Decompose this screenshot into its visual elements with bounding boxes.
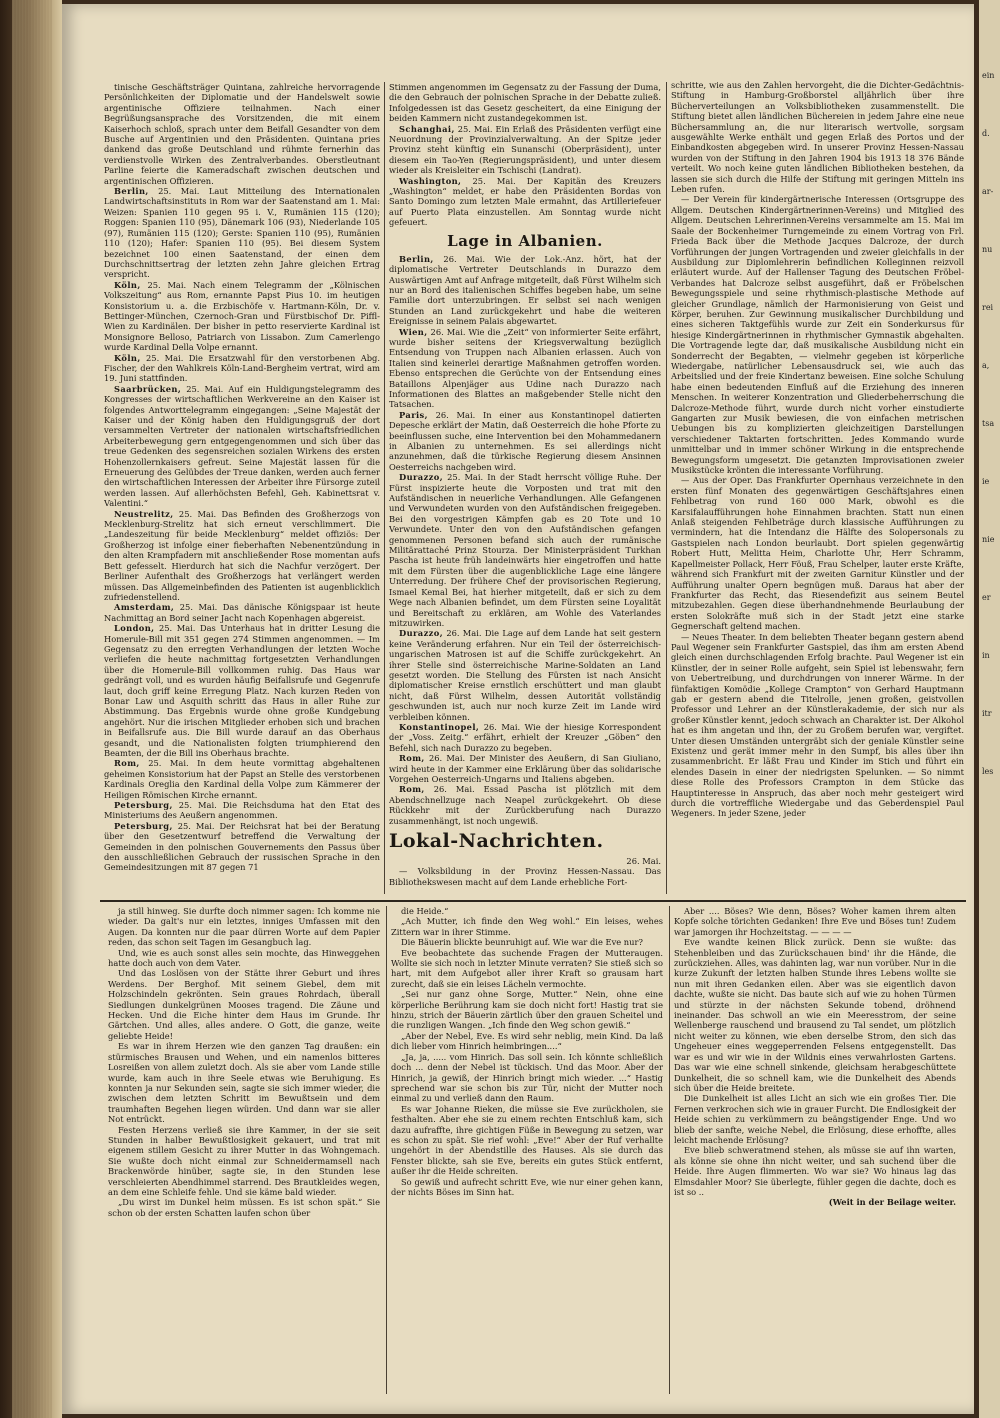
top-column-3: [671, 80, 964, 896]
dateline: Konstantinopel,: [399, 721, 480, 732]
novel-column-1: [108, 906, 380, 1396]
dateline: Berlin,: [399, 253, 434, 264]
news-text: schritte, wie aus den Zahlen hervorgeht, die die Dichter-Gedächtnis-Stiftung in Hamburg-Großborstel alljährlich über ihre Bücherverteilungen an Volksbibliotheken zusammenstellt. Die Stiftung bietet allen ländlichen Büchereien in jedem Jahre eine neue Büchersammlung an, die nur literarisch wertvolle, sorgsam ausgewählte Werke enthält und gegen Erlaß des Portos und der Einbandkosten abgegeben wird. In unserer Provinz Hessen-Nassau wurden von der Stiftung in den Jahren 1904 bis 1913 18 376 Bände verteilt. Wo noch keine guten ländlichen Bibliotheken bestehen, da lassen sie sich durch die Hilfe der Stiftung mit geringen Mitteln ins Leben rufen.: [671, 80, 964, 195]
novel-paragraph: Eve wandte keinen Blick zurück. Denn sie wußte: das Stehenbleiben und das Zurückschauen bind' ihr die Hände, die zurückziehen. Alles, was dahinten lag, war nun vorüber. Nur in die kurze Zukunft der letzten halben Stunde ihres Lebens wollte sie nun mit ihren Gedanken eilen. Aber was sie eigentlich davon dachte, wußte sie nicht. Das baute sich auf wie zu hohen Türmen und stürzte in der nächsten Sekunde tobend, dröhnend ineinander. Das schwoll an wie ein Meeresstrom, der seine Wellenberge rauschend und brausend zu Tal sendet, um plötzlich nicht weiter zu können, wie eben derselbe Strom, den sich das Ungeheuer eines weggeperrenden Felsens entgegenstellt. Das war es und wir wie in der Wildnis eines verwahrlosten Gartens. Das war wie eine schnell sinkende, gleichsam herabgeschüttete Dunkelheit, die so schnell kam, wie die Dunkelheit des Abends sich über die Heide breitete.: [674, 937, 956, 1093]
lokal-date: 26. Mai.: [626, 856, 661, 867]
novel-paragraph: „Du wirst im Dunkel heim müssen. Es ist schon spät.“ Sie schon ob der ersten Schatten laufen schon über: [108, 1197, 380, 1218]
novel-column-3: [674, 906, 956, 1396]
novel-paragraph: Und, wie es auch sonst alles sein mochte, das Hinweggehen hatte doch auch von dem Vater.: [108, 947, 380, 969]
facing-page-fragment: nu: [982, 245, 993, 254]
news-paragraph: [389, 784, 661, 826]
dateline: Paris,: [399, 409, 428, 420]
novel-paragraph: Aber .... Böses? Wie denn, Böses? Woher kamen ihrem alten Kopfe solche törichten Gedanken! Ihre Eve und Böses tun! Zudem war jamorgen ihr Hochzeitstag. — — — —: [674, 906, 956, 937]
novel-paragraph: „Ja, ja, ..... vom Hinrich. Das soll sein. Ich könnte schließlich doch ... denn der Nebel ist tückisch. Und das Moor. Aber der Hinrich, ja gewiß, der Hinrich bringt mich wieder. ...“ Hastig sprechend war sie schon bis zur Tür, nicht der Mutter noch einmal zu und verließ dann den Raum.: [391, 1051, 663, 1104]
dateline: Saarbrücken,: [114, 383, 182, 394]
news-text: 25. Mai. Auf ein Huldigungstelegramm des Kongresses der wirtschaftlichen Werkvereine an den Kaiser ist folgendes Antworttelegramm eingegangen: „Seine Majestät der Kaiser und der König haben den Huldigungsgruß der dort versammelten Vertreter der nationalen wirtschaftsfriedlichen Arbeiterbewegung gern entgegengenommen und sich über das treue Gedenken des segensreichen sozialen Wirkens des ersten Hohenzollernkaisers gefreut. Seine Majestät lassen für die Erneuerung des Gelübdes der Treue danken, werden auch ferner den wirtschaftlichen Interessen der Arbeiter ihre Fürsorge zuteil werden lassen. Auf allerhöchsten Befehl, Geh. Kabinettsrat v. Valentini.“: [104, 383, 380, 509]
news-text: 26. Mai. In einer aus Konstantinopel datierten Depesche erklärt der Matin, daß Oesterreich die hohe Pforte zu beeinflussen suche, eine Intervention bei den Mohammedanern in Albanien zu unternehmen. Es sei allerdings nicht anzunehmen, daß die türkische Regierung diesem Ansinnen Oesterreichs nachgeben wird.: [389, 409, 661, 472]
news-paragraph: [104, 280, 380, 353]
news-text: — Der Verein für kindergärtnerische Interessen (Ortsgruppe des Allgem. Deutschen Kindergärtnerinnen-Vereins) und Mitglied des Allgem. Deutschen Lehrerinnen-Vereins versammelte am 15. Mai im Saale der Bockenheimer Turngemeinde zu einem Vortrag von Frl. Frieda Back über die Methode Jacques Dalcroze, der durch Vorführungen der jungen Vortragenden und zweier gleichfalls in der Ausbildung zur Diplomlehrerin befindlichen Kolleginnen reizvoll erläutert wurde. Auf der Hallenser Tagung des Deutschen Fröbel-Verbandes hat Dalcroze selbst ausgeführt, daß er Fröbelschen Bewegungsspiele und seine rhythmisch-plastische Methode auf gleicher Grundlage, nämlich der Harmonisierung von Geist und Körper, beruhen. Zur Gewinnung musikalischer Durchbildung und eines sicheren Taktgefühls wurde zur Zeit ein Sonderkursus für hiesige Kindergärtnerinnen in rhythmischer Gymnastik abgehalten. Die Vortragende legte dar, daß musikalische Ausbildung nicht ein Sonderrecht der Begabten, — vielmehr gegeben ist körperliche Wiedergabe, natürlicher Lebensausdruck sei, wie auch das Arbeitslied und der freie Kindertanz beweisen. Eine solche Schulung habe einen bedeutenden Einfluß auf die Erziehung des inneren Menschen. In weiterer Konzentration und Gliederbeherrschung die Dalcroze-Methode führt, wurde durch nicht vorher einstudierte Gangarten zur Musik bewiesen, die von einfachen metrischen Uebungen bis zu komplizierten gleichzeitigen Darstellungen verschiedener Taktarten fortschritten. Jedes Kommando wurde unmittelbar und in immer schöner Wirkung in die entsprechende Bewegungsform umgesetzt. Die getanzten Improvisationen zweier Musikstücke krönten die interessante Vorführung.: [671, 194, 964, 476]
news-text: 25. Mai. Nach einem Telegramm der „Kölnischen Volkszeitung“ aus Rom, ernannte Papst Pius 10. im heutigen Konsistorium u. a. die Erzbischöfe v. Hartmann-Köln, Dr. v. Bettinger-München, Czernoch-Gran und Fürstbischof Dr. Piffl-Wien zu Kardinälen. Der bisher in petto reservierte Kardinal ist Monsignore Belloso, Patriarch von Lissabon. Zum Camerlengo wurde Kardinal Della Volpe ernannt.: [104, 279, 380, 353]
news-text: 26. Mai. Die Lage auf dem Lande hat seit gestern keine Veränderung erfahren. Nur ein Teil der österreichisch-ungarischen Matrosen ist auf die Schiffe zurückgekehrt. An ihrer Stelle sind österreichische Marine-Soldaten an Land gesetzt worden. Die Stellung des Fürsten ist nach Ansicht diplomatischer Kreise ernstlich erschüttert und man glaubt nicht, daß Fürst Wilhelm, dessen Autorität vollständig geschwunden ist, auch nur noch kurze Zeit im Lande wird verbleiben können.: [389, 628, 661, 722]
news-text: 25. Mai. Das dänische Königspaar ist heute Nachmittag an Bord seiner Jacht nach Kopenhagen abgereist.: [104, 602, 380, 623]
news-paragraph: [389, 124, 661, 176]
dateline: Rom,: [399, 753, 425, 764]
news-paragraph: — Volksbildung in der Provinz Hessen-Nassau. Das Bibliothekswesen macht auf dem Lande erhebliche Fort-: [389, 866, 661, 887]
facing-page-fragment: a,: [982, 361, 990, 370]
news-text: — Neues Theater. In dem beliebten Theater begann gestern abend Paul Wegener sein Frankfurter Gastspiel, das ihm am ersten Abend gleich einen durchschlagenden Erfolg brachte. Paul Wegener ist ein Künstler, der in seiner Rolle aufgeht, sein Spiel ist lebenswahr, fern von Uebertreibung, und durchdrungen von innerer Wärme. In der fünfaktigen Komödie „Kollege Crampton“ von Gerhard Hauptmann gab er gestern abend die Titelrolle, jenen großen, geistvollen Professor und Lehrer an der Künstlerakademie, der sich nur als großer Künstler kennt, jedoch schwach an Charakter ist. Der Alkohol hat es ihm angetan und ihn, der zu Großem berufen war, vergiftet. Unter diesen Umständen untergräbt sich der geniale Künstler seine Existenz und gerät immer mehr in den Sumpf, bis alles über ihn zusammenbricht. Er läßt Frau und Kinder im Stich und führt ein elendes Dasein in einer der niedrigsten Spelunken. — So nimmt diese Rolle des Professors Crampton in dem Stücke das Hauptinteresse in Anspruch, das aber noch mehr gesteigert wird durch die vortreffliche Wiedergabe und das Geberdenspiel Paul Wegeners. In jeder Szene, jeder: [671, 631, 964, 819]
news-text: 25. Mai. Das Unterhaus hat in dritter Lesung die Homerule-Bill mit 351 gegen 274 Stimmen angenommen. — Im Gegensatz zu den erregten Verhandlungen der letzten Woche verliefen die heute nachmittag fortgesetzten Verhandlungen über die Homerule-Bill vollkommen ruhig. Das Haus war gedrängt voll, und es wurden häufig Beifallsrufe und Gegenrufe laut, doch griff keine Erregung Platz. Nach kurzen Reden von Bonar Law und Asquith schritt das Haus in aller Ruhe zur Abstimmung. Das Ergebnis wurde ohne große Kundgebung angehört. Nur die irischen Mitglieder erhoben sich und brachen in Beifallsrufe aus. Die Bill wurde darauf an das Oberhaus gesandt, und die Nationalisten folgten triumphierend den Beamten, der die Bill ins Oberhaus brachte.: [104, 623, 380, 758]
news-text: — Aus der Oper. Das Frankfurter Opernhaus verzeichnete in den ersten fünf Monaten des gegenwärtigen Geschäftsjahres einen Fehlbetrag von rund 160 000 Mark, obwohl es die Karsifalaufführungen hohe Einnahmen brachten. Statt nun einen Anlaß steigenden Fehlbeträge durch klassische Aufführungen zu vermindern, hat die Intendanz die Hälfte des Solopersonals zu Gastspielen nach London beurlaubt. Dort spielen gegenwärtig Robert Hutt, Melitta Heim, Charlotte Uhr, Herr Schramm, Kapellmeister Pollack, Herr Föuß, Frau Schelper, lauter erste Kräfte, während sich Frankfurt mit der zweiten Garnitur Künstler und der Aufführung unalter Opern begnügen muß. Daraus hat aber der Frankfurter das Recht, das Riesendefizit aus seinem Beutel mitzubezahlen. Gegen diese überhandnehmende Beurlaubung der ersten Solokräfte muß sich in der Stadt jetzt eine starke Gegnerschaft geltend machen.: [671, 475, 964, 632]
facing-page-fragment: itr: [982, 709, 992, 718]
facing-page-fragment: er: [982, 593, 991, 602]
book-binding: [0, 0, 62, 1418]
facing-page-fragment: nie: [982, 535, 995, 544]
facing-page-strip: [974, 0, 1000, 1418]
dateline: Durazzo,: [399, 628, 444, 639]
facing-page-fragment: ie: [982, 477, 990, 486]
news-text: 25. Mai. Ein Erlaß des Präsidenten verfügt eine Neuordnung der Provinzialverwaltung. An der Spitze jeder Provinz steht künftig ein Sunanschi (Oberpräsident), unter diesem ein Tao-Yen (Regierungspräsident), und unter diesem wieder als Kreisleiter ein Tschischi (Landrat).: [389, 123, 661, 176]
column-rule-3: [386, 906, 387, 1394]
news-paragraph: [671, 632, 964, 819]
facing-page-fragment: les: [982, 767, 994, 776]
novel-paragraph: „Sei nur ganz ohne Sorge, Mutter.“ Nein, ohne eine körperliche Berührung kam sie doch nicht fort! Hastig trat sie hinzu, strich der Bäuerin zärtlich über den grauen Scheitel und die runzligen Wangen. „Ich finde den Weg schon gewiß.“: [391, 989, 663, 1031]
news-paragraph: [389, 254, 661, 327]
news-text: 26. Mai. Wie der Lok.-Anz. hört, hat der diplomatische Vertreter Deutschlands in Durazzo dem Auswärtigen Amt auf Anfrage mitgeteilt, daß Fürst Wilhelm sich nur an Bord des italienischen Schiffes begeben habe, um seine Familie dort unterzubringen. Er selbst sei nach wenigen Stunden an Land zurückgekehrt und habe die weiteren Ereignisse in seinem Palais abgewartet.: [389, 253, 661, 327]
dateline: Köln,: [114, 352, 141, 363]
facing-page-fragment: in: [982, 651, 990, 660]
top-column-2: [389, 82, 661, 896]
top-column-1: [104, 82, 380, 896]
news-paragraph: [389, 410, 661, 472]
news-paragraph: [389, 753, 661, 784]
column-rule-4: [669, 906, 670, 1394]
novel-column-2: [391, 906, 663, 1396]
news-text: 25. Mai. Die Ersatzwahl für den verstorbenen Abg. Fischer, der den Wahlkreis Köln-Land-Bergheim vertrat, wird am 19. Juni stattfinden.: [104, 352, 380, 384]
novel-paragraph: ja still hinweg. Sie durfte doch nimmer sagen: Ich komme nie wieder. Da galt's nur ein letztes, inniges Umfassen mit den Augen. Da konnten nur die paar dürren Worte auf dem Papier reden, das schon seit Tagen im Gesangbuch lag.: [108, 906, 380, 948]
facing-page-fragment: d.: [982, 129, 990, 138]
news-paragraph: [671, 475, 964, 631]
dateline: Köln,: [114, 279, 141, 290]
news-text: 25. Mai. In dem heute vormittag abgehaltenen geheimen Konsistorium hat der Papst an Stelle des verstorbenen Kardinals Oreglia den Kardinal della Volpe zum Kämmerer der Heiligen Römischen Kirche ernannt.: [104, 758, 380, 800]
news-paragraph: [389, 472, 661, 628]
dateline: Durazzo,: [399, 472, 444, 483]
column-rule-2: [666, 82, 667, 894]
page-edges: [12, 0, 52, 1418]
continuation-note: (Weit in der Beilage weiter.: [828, 1197, 956, 1208]
facing-page-fragment: tsa: [982, 419, 995, 428]
novel-paragraph: „Ach Mutter, ich finde den Weg wohl.“ Ein leises, wehes Zittern war in ihrer Stimme.: [391, 916, 663, 937]
dateline: Washington,: [399, 175, 462, 186]
dateline: London,: [114, 623, 155, 634]
dateline: Schanghai,: [399, 123, 455, 134]
news-paragraph: [389, 176, 661, 228]
section-heading-lokal: Lokal-Nachrichten.: [389, 830, 604, 853]
dateline: Berlin,: [114, 186, 149, 197]
news-paragraph: [104, 602, 380, 623]
news-text: 25. Mai. Der Reichsrat hat bei der Beratung über den Gesetzentwurf betreffend die Verwaltung der Gemeinden in den polnischen Gouvernements den Passus über den ausschließlichen Gebrauch der russischen Sprache in den Gemeindesitzungen mit 87 gegen 71: [104, 820, 380, 873]
facing-page-fragment: rei: [982, 303, 994, 312]
news-text: 25. Mai. Der Kapitän des Kreuzers „Washington“ meldet, er habe den Präsidenten Bordas von Santo Domingo zum letzten Male ermahnt, das Artilleriefeuer auf Puerto Plata einzustellen. Am Sonntag wurde nicht gefeuert.: [389, 175, 661, 228]
section-heading-albanien: Lage in Albanien.: [447, 231, 603, 250]
news-text: 25. Mai. Laut Mitteilung des Internationalen Landwirtschaftsinstituts in Rom war der Saatenstand am 1. Mai: Weizen: Spanien 110 gegen 95 i. V., Rumänien 115 (120); Roggen: Spanien 110 (95), Dänemark 106 (93), Niederlande 105 (97), Rumänien 115 (120); Gerste: Spanien 110 (95), Rumänien 110 (120); Hafer: Spanien 110 (95). Bei diesem System bezeichnet 100 einen Saatenstand, der einen dem Durchschnittsertrag der letzten zehn Jahre gleichen Ertrag verspricht.: [104, 186, 380, 280]
news-paragraph: [671, 194, 964, 475]
news-text: 26. Mai. Wie die „Zeit“ von informierter Seite erfährt, wurde bisher seitens der Kriegsverwaltung bezüglich Entsendung von Truppen nach Albanien erlassen. Auch von Italien sind keinerlei derartige Maßnahmen getroffen worden. Ebenso entsprechen die Gerüchte von der Entsendung eines Bataillons Alpenjäger aus Udine nach Durazzo nach Informationen des Blattes an maßgebender Stelle nicht den Tatsachen.: [389, 326, 661, 410]
column-rule-1: [384, 82, 385, 894]
dateline: Amsterdam,: [114, 602, 175, 613]
novel-paragraph: Und das Loslösen von der Stätte ihrer Geburt und ihres Werdens. Der Berghof. Mit seinem Giebel, dem mit Holzschindeln gekrönten. Sein graues Rohrdach, überall Siedlungen dunkelgrünen Mooses tragend. Die Zäune und Hecken. Und die Eiche hinter dem Haus im Grunde. Ihr Gärtchen. Und alles, alles andere. O Gott, die ganze, weite geliebte Heide!: [108, 968, 380, 1041]
dateline: Petersburg,: [114, 820, 173, 831]
news-text: 25. Mai. Die Reichsduma hat den Etat des Ministeriums des Aeußern angenommen.: [104, 800, 380, 821]
news-paragraph: [104, 384, 380, 509]
novel-paragraph: Die Bäuerin blickte beunruhigt auf. Wie war die Eve nur?: [401, 937, 643, 948]
news-text: 25. Mai. Das Befinden des Großherzogs von Mecklenburg-Strelitz hat sich erneut verschlimmert. Die „Landeszeitung für beide Mecklenburg“ meldet offiziös: Der Großherzog ist infolge einer fieberhaften Nebenentzündung in den alten Krampfadern mit anschließender Rose momentan aufs Bett gefesselt. Hierdurch hat sich die Nachfur verzögert. Der Berliner Aufenthalt des Großherzogs hat verlängert werden müssen. Das Allgemeinbefinden des Patienten ist augenblicklich zufriedenstellend.: [104, 508, 380, 602]
news-paragraph: [104, 186, 380, 280]
facing-page-fragment: ein: [982, 71, 995, 80]
news-text: 26. Mai. Wie der hiesige Korrespondent der „Voss. Zeitg.“ erfährt, erhielt der Kreuzer „Göben“ den Befehl, sich nach Durazzo zu begeben.: [389, 721, 661, 753]
novel-paragraph: Die Dunkelheit ist alles Licht an sich wie ein großes Tier. Die Fernen verkrochen sich wie in grauer Furcht. Die Endlosigkeit der Heide schien zu verkümmern zu beängstigender Enge. Und wo blieb der sanfte, weiche Nebel, die Erlösung, diese erhoffte, alles leicht machende Erlösung?: [674, 1093, 956, 1145]
novel-paragraph: So gewiß und aufrecht schritt Eve, wie nur einer gehen kann, der nichts Böses im Sinn hat.: [391, 1176, 663, 1197]
novel-paragraph: die Heide.“: [401, 906, 449, 916]
news-paragraph: [104, 623, 380, 758]
news-paragraph: [104, 353, 380, 384]
news-text: 26. Mai. Essad Pascha ist plötzlich mit dem Abendschnellzuge nach Neapel zurückgekehrt. Ob diese Rückkehr mit der Zurückberufung nach Durazzo zusammenhängt, ist noch ungewiß.: [389, 784, 661, 826]
dateline: Rom,: [114, 758, 140, 769]
news-paragraph: [104, 821, 380, 873]
novel-paragraph: Eve beobachtete das suchende Fragen der Mutteraugen. Wollte sie sich noch in letzter Minute verraten? Sie stieß sich so hart, mit dem Aufgebot aller ihrer Kraft so grausam hart zurecht, daß sie ein leises Lächeln vermochte.: [391, 947, 663, 989]
novel-paragraph: Festen Herzens verließ sie ihre Kammer, in der sie seit Stunden in halber Bewußtlosigkeit gekauert, und trat mit eigenem stillem Gesicht zu ihrer Mutter in das Wohngemach. Sie wußte doch nicht einmal zur Schneidermamsell nach Brackenwörde hinüber, sagte sie, in den Stunden lese verschleierten Abendhimmel starrend. Des Brautkleides wegen, an dem eine Schleife fehle. Und sie käme bald wieder.: [108, 1124, 380, 1197]
dateline: Rom,: [399, 784, 425, 795]
news-paragraph: [389, 327, 661, 410]
news-paragraph: [104, 758, 380, 800]
novel-paragraph: Es war Johanne Rieken, die müsse sie Eve zurückholen, sie festhalten. Aber ehe sie zu einem rechten Entschluß kam, sich dazu aufraffte, ihre gichtigen Füße in Bewegung zu setzen, war es schon zu spät. Sie rief wohl: „Eve!“ Aber der Ruf verhallte ungehört in der Abendstille des Hauses. Als sie durch das Fenster blickte, sah sie Eve, bereits ein gutes Stück entfernt, außer ihr die Heide schreiten.: [391, 1103, 663, 1177]
news-text: 26. Mai. Der Minister des Aeußern, di San Giuliano, wird heute in der Kammer eine Erklärung über das solidarische Vorgehen Oesterreich-Ungarns und Italiens abgeben.: [389, 753, 661, 784]
dateline: Neustrelitz,: [114, 508, 174, 519]
dateline: Wien,: [399, 326, 428, 337]
news-paragraph: [104, 509, 380, 603]
news-paragraph: [671, 80, 964, 194]
news-text: tinische Geschäftsträger Quintana, zahlreiche hervorragende Persönlichkeiten der Diplomatie und der Handelswelt sowie argentinische Offiziere teilnahmen. Nach einer Begrüßungsansprache des Vorsitzenden, die mit einem Kaiserhoch schloß, sprach unter dem Beifall Gesandter von dem Busche auf Argentinien und den Präsidenten. Quintana pries dankend das große Deutschland und rühmte fernerhin das verdienstvolle Wirken des Zentralverbandes. Oberstleutnant Parline feierte die Kameradschaft zwischen deutschen und argentinischen Offizieren.: [104, 82, 380, 186]
dateline: Petersburg,: [114, 800, 173, 811]
news-paragraph: [104, 800, 380, 821]
facing-page-fragment: ar-: [982, 187, 994, 196]
news-text: 25. Mai. In der Stadt herrscht völlige Ruhe. Der Fürst inspizierte heute die Vorposten und trat mit den Aufständischen in neuerliche Verhandlungen. Alle Gefangenen und Verwundeten wurden von den Aufständischen freigegeben. Bei den vorgestrigen Kämpfen gab es 20 Tote und 10 Verwundete. Unter den von den Aufständischen gefangen genommenen Personen befand sich auch der rumänische Militärattaché Prinz Stourza. Der Ministerpräsident Turkhan Pascha ist heute früh landeinwärts hier eingetroffen und hatte mit dem Fürsten über die augenblickliche Lage eine längere Unterredung. Der frühere Chef der provisorischen Regierung, Ismael Kemal Bei, hat hierher mitgeteilt, daß er sich zu dem Wege nach Albanien befindet, um dem Fürsten seine Loyalität und Bereitschaft zu erklären, am Wohle des Vaterlandes mitzuwirken.: [389, 472, 661, 628]
news-paragraph: [389, 628, 661, 722]
section-divider: [100, 900, 966, 902]
news-paragraph: [389, 722, 661, 753]
news-paragraph: [104, 82, 380, 186]
novel-paragraph: Es war in ihrem Herzen wie den ganzen Tag draußen: ein stürmisches Brausen und Wehen, und ein namenlos bitteres Losreißen von allem zuletzt doch. Als sie aber vom Lande stille wurde, kam auch in ihre Seele etwas wie Beruhigung. Es konnten ja nur Sekunden sein, sagte sie sich immer wieder, die zwischen dem letzten Schritt im Bewußtsein und dem traumhaften Begehen liegen würden. Und dann war sie aller Not entrückt.: [108, 1041, 380, 1125]
news-paragraph: Stimmen angenommen im Gegensatz zu der Fassung der Duma, die den Gebrauch der polnischen Sprache in der Debatte zuließ. Infolgedessen ist das Gesetz gescheitert, da eine Einigung der beiden Kammern nicht zustandegekommen ist.: [389, 82, 661, 124]
novel-paragraph: „Aber der Nebel, Eve. Es wird sehr neblig, mein Kind. Da laß dich lieber vom Hinrich heimbringen....“: [391, 1030, 663, 1052]
novel-paragraph: Eve blieb schweratmend stehen, als müsse sie auf ihn warten, als könne sie ohne ihn nicht weiter, und sah suchend über die Heide. Ihre Augen flimmerten. Wo war sie? Wo hinaus lag das Elmsdahler Moor? Sie überlegte, fühler gegen die dachte, doch es ist so ..: [674, 1145, 956, 1197]
